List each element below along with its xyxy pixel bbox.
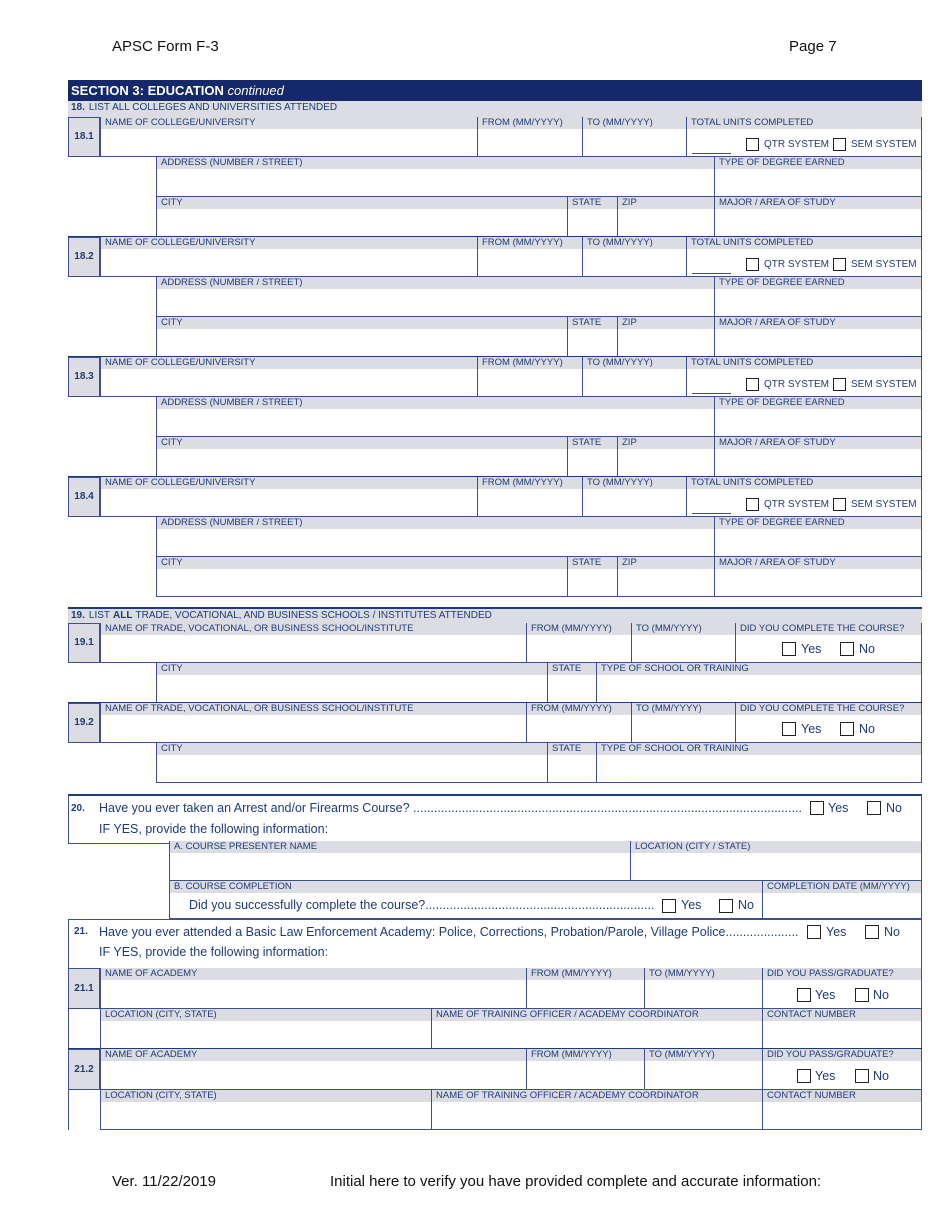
entry-21-1-number-text: 21.1 <box>74 982 94 994</box>
entry-21-1-to-date-label: TO (MM/YYYY) <box>645 968 762 980</box>
entry-18-2-degree-label: TYPE OF DEGREE EARNED <box>715 277 921 289</box>
entry-18-4-number <box>68 477 100 517</box>
entry-19-1-yes-label: Yes <box>801 642 822 656</box>
q20-completion-date-label: COMPLETION DATE (MM/YYYY) <box>763 881 921 893</box>
q20-location-label: LOCATION (CITY / STATE) <box>631 841 921 853</box>
entry-18-4-sem-checkbox[interactable] <box>833 498 846 511</box>
entry-19-2-school-name[interactable] <box>100 703 526 743</box>
entry-18-2-to-date[interactable] <box>582 237 686 277</box>
q21-yes-label: Yes <box>826 925 847 939</box>
entry-18-4-college-name-label: NAME OF COLLEGE/UNIVERSITY <box>101 477 477 489</box>
entry-18-3-state-label: STATE <box>568 437 617 449</box>
entry-18-4-state[interactable] <box>567 557 617 597</box>
entry-18-1-city-label: CITY <box>157 197 567 209</box>
entry-21-2-no-label: No <box>873 1069 889 1083</box>
entry-19-1-city-label: CITY <box>157 663 547 675</box>
entry-18-1-city[interactable] <box>156 197 567 237</box>
entry-19-1-number-text: 19.1 <box>74 637 94 648</box>
q20-divider <box>68 843 169 844</box>
entry-21-2-academy-name-label: NAME OF ACADEMY <box>101 1049 526 1061</box>
entry-21-1-contact-number[interactable] <box>762 1009 922 1049</box>
entry-21-1-no-label: No <box>873 988 889 1002</box>
q20-no-label: No <box>886 801 902 815</box>
entry-19-1-yes-checkbox[interactable] <box>782 642 796 656</box>
q19-number: 19. <box>71 610 85 621</box>
q20-no-checkbox[interactable] <box>867 801 881 815</box>
entry-21-1-location[interactable] <box>100 1009 431 1049</box>
entry-21-2-training-officer-label: NAME OF TRAINING OFFICER / ACADEMY COORDINATOR <box>432 1090 762 1102</box>
section-title: SECTION 3: EDUCATION <box>71 83 224 98</box>
q20-presenter-name[interactable] <box>169 841 630 881</box>
entry-18-1-major-label: MAJOR / AREA OF STUDY <box>715 197 921 209</box>
entry-18-2-from-date[interactable] <box>477 237 582 277</box>
q20-left-border <box>68 795 69 844</box>
entry-19-2-to-date[interactable] <box>631 703 735 743</box>
entry-18-4-to-date-label: TO (MM/YYYY) <box>583 477 686 489</box>
entry-18-1-zip-label: ZIP <box>618 197 714 209</box>
entry-19-2-number-text: 19.2 <box>74 717 94 728</box>
q19-title-post: TRADE, VOCATIONAL, AND BUSINESS SCHOOLS / INSTITUTES ATTENDED <box>135 610 492 621</box>
entry-19-1-completed-label: DID YOU COMPLETE THE COURSE? <box>736 623 921 635</box>
section-title-bar <box>68 80 922 101</box>
q21-number: 21. <box>74 926 88 937</box>
entry-19-2-completed[interactable] <box>735 703 922 743</box>
q20-completion-yes-label: Yes <box>681 898 702 912</box>
entry-18-2-college-name[interactable] <box>100 237 477 277</box>
entry-19-1-school-name[interactable] <box>100 623 526 663</box>
entry-21-2-passed-label: DID YOU PASS/GRADUATE? <box>763 1049 921 1061</box>
entry-19-1-no-label: No <box>859 642 875 656</box>
entry-21-2-contact-number[interactable] <box>762 1090 922 1130</box>
q21-yes-checkbox[interactable] <box>807 925 821 939</box>
q20-completion-yes-checkbox[interactable] <box>662 899 676 913</box>
entry-21-1-academy-name-label: NAME OF ACADEMY <box>101 968 526 980</box>
entry-21-2-yes-checkbox[interactable] <box>797 1069 811 1083</box>
entry-18-2-to-date-label: TO (MM/YYYY) <box>583 237 686 249</box>
entry-18-4-major[interactable] <box>714 557 922 597</box>
q21-question: Have you ever attended a Basic Law Enforcement Academy: Police, Corrections, Probation/Parole, Village Police..................... <box>99 925 799 939</box>
entry-18-4-qtr-label: QTR SYSTEM <box>764 499 830 510</box>
entry-21-1-location-label: LOCATION (CITY, STATE) <box>101 1009 431 1021</box>
q21-right-border <box>921 919 922 969</box>
q20-number: 20. <box>71 803 85 814</box>
entry-18-3-degree[interactable] <box>714 397 922 437</box>
entry-19-1-school-type-label: TYPE OF SCHOOL OR TRAINING <box>597 663 921 675</box>
entry-18-1-degree-label: TYPE OF DEGREE EARNED <box>715 157 921 169</box>
entry-19-1-no-checkbox[interactable] <box>840 642 854 656</box>
entry-21-2-location-label: LOCATION (CITY, STATE) <box>101 1090 431 1102</box>
entry-18-1-sem-label: SEM SYSTEM <box>851 139 917 150</box>
q20-ifyes-text: IF YES, provide the following information: <box>99 822 329 836</box>
entry-18-1-zip[interactable] <box>617 197 714 237</box>
entry-18-3-qtr-checkbox[interactable] <box>746 378 759 391</box>
entry-18-3-from-date[interactable] <box>477 357 582 397</box>
entry-18-3-major-label: MAJOR / AREA OF STUDY <box>715 437 921 449</box>
entry-18-1-from-date[interactable] <box>477 117 582 157</box>
q19-title-bold: ALL <box>113 610 133 621</box>
q20-completion-no-checkbox[interactable] <box>719 899 733 913</box>
entry-18-2-state[interactable] <box>567 317 617 357</box>
entry-18-2-sem-label: SEM SYSTEM <box>851 259 917 270</box>
entry-18-2-from-date-label: FROM (MM/YYYY) <box>478 237 582 249</box>
q20-presenter-name-label: A. COURSE PRESENTER NAME <box>170 841 630 853</box>
entry-21-2-contact-number-label: CONTACT NUMBER <box>763 1090 921 1102</box>
entry-18-3-college-name[interactable] <box>100 357 477 397</box>
entry-21-1-from-date[interactable] <box>526 968 644 1009</box>
entry-21-2-to-date-label: TO (MM/YYYY) <box>645 1049 762 1061</box>
q20-completion-no-label: No <box>738 898 754 912</box>
entry-21-2-yes-label: Yes <box>815 1069 836 1083</box>
entry-19-1-city[interactable] <box>156 663 547 703</box>
entry-18-1-state[interactable] <box>567 197 617 237</box>
entry-18-2-degree[interactable] <box>714 277 922 317</box>
entry-18-4-college-name[interactable] <box>100 477 477 517</box>
form-name: APSC Form F-3 <box>112 38 219 55</box>
entry-21-1-training-officer[interactable] <box>431 1009 762 1049</box>
entry-18-2-city[interactable] <box>156 317 567 357</box>
entry-19-1-school-type[interactable] <box>596 663 922 703</box>
entry-19-1-from-date-label: FROM (MM/YYYY) <box>527 623 631 635</box>
entry-21-1-passed[interactable] <box>762 968 922 1009</box>
entry-21-1-to-date[interactable] <box>644 968 762 1009</box>
entry-18-4-major-label: MAJOR / AREA OF STUDY <box>715 557 921 569</box>
q20-completion-date[interactable] <box>762 881 922 919</box>
entry-18-2-major[interactable] <box>714 317 922 357</box>
version-text: Ver. 11/22/2019 <box>112 1173 216 1190</box>
entry-18-2-number <box>68 237 100 277</box>
entry-19-2-yes-checkbox[interactable] <box>782 722 796 736</box>
entry-19-2-from-date-label: FROM (MM/YYYY) <box>527 703 631 715</box>
entry-19-2-yes-label: Yes <box>801 722 822 736</box>
entry-18-3-sem-label: SEM SYSTEM <box>851 379 917 390</box>
page-number: Page 7 <box>789 38 837 55</box>
entry-18-4-address[interactable] <box>156 517 714 557</box>
entry-19-1-to-date[interactable] <box>631 623 735 663</box>
entry-21-2-number-text: 21.2 <box>74 1063 94 1075</box>
q19-header <box>68 609 922 623</box>
entry-19-1-completed[interactable] <box>735 623 922 663</box>
entry-19-2-city[interactable] <box>156 743 547 783</box>
section-subtitle: continued <box>227 83 284 98</box>
entry-18-1-college-name[interactable] <box>100 117 477 157</box>
entry-19-2-no-label: No <box>859 722 875 736</box>
q19-title-pre: LIST <box>88 610 111 621</box>
entry-21-2-from-date-label: FROM (MM/YYYY) <box>527 1049 644 1061</box>
entry-18-2-qtr-label: QTR SYSTEM <box>764 259 830 270</box>
entry-18-4-city[interactable] <box>156 557 567 597</box>
entry-18-3-total-units-label: TOTAL UNITS COMPLETED <box>687 357 921 369</box>
q20-yes-label: Yes <box>828 801 849 815</box>
entry-18-2-total-units[interactable] <box>686 237 922 277</box>
entry-19-2-city-label: CITY <box>157 743 547 755</box>
q21-left-border <box>68 919 69 1130</box>
entry-21-2-passed[interactable] <box>762 1049 922 1090</box>
entry-18-2-address-label: ADDRESS (NUMBER / STREET) <box>157 277 714 289</box>
entry-19-1-number <box>68 623 100 663</box>
entry-18-2-total-units-label: TOTAL UNITS COMPLETED <box>687 237 921 249</box>
entry-19-2-state[interactable] <box>547 743 596 783</box>
entry-19-2-school-type[interactable] <box>596 743 922 783</box>
entry-19-2-number <box>68 703 100 743</box>
entry-18-4-total-units[interactable] <box>686 477 922 517</box>
entry-18-1-number-text: 18.1 <box>74 131 94 142</box>
entry-21-2-number <box>68 1049 100 1090</box>
q18-number: 18. <box>71 102 85 113</box>
q20-course-completion-label: B. COURSE COMPLETION <box>170 881 762 893</box>
entry-18-3-address-label: ADDRESS (NUMBER / STREET) <box>157 397 714 409</box>
entry-18-2-qtr-checkbox[interactable] <box>746 258 759 271</box>
entry-21-1-academy-name[interactable] <box>100 968 526 1009</box>
entry-18-1-address[interactable] <box>156 157 714 197</box>
entry-21-2-location[interactable] <box>100 1090 431 1130</box>
entry-18-2-state-label: STATE <box>568 317 617 329</box>
divider <box>68 794 922 796</box>
entry-19-2-to-date-label: TO (MM/YYYY) <box>632 703 735 715</box>
entry-18-1-qtr-label: QTR SYSTEM <box>764 139 830 150</box>
entry-19-2-completed-label: DID YOU COMPLETE THE COURSE? <box>736 703 921 715</box>
entry-19-1-from-date[interactable] <box>526 623 631 663</box>
entry-18-1-total-units[interactable] <box>686 117 922 157</box>
entry-18-1-sem-checkbox[interactable] <box>833 138 846 151</box>
entry-18-3-degree-label: TYPE OF DEGREE EARNED <box>715 397 921 409</box>
entry-18-3-units-input-line[interactable] <box>692 393 731 394</box>
entry-18-2-number-text: 18.2 <box>74 251 94 262</box>
entry-18-4-from-date-label: FROM (MM/YYYY) <box>478 477 582 489</box>
entry-18-4-qtr-checkbox[interactable] <box>746 498 759 511</box>
entry-21-1-yes-label: Yes <box>815 988 836 1002</box>
q21-no-checkbox[interactable] <box>865 925 879 939</box>
entry-19-1-state[interactable] <box>547 663 596 703</box>
q20-completion-question: Did you successfully complete the course?.................................................................. <box>189 898 655 912</box>
entry-21-1-from-date-label: FROM (MM/YYYY) <box>527 968 644 980</box>
entry-18-1-degree[interactable] <box>714 157 922 197</box>
entry-18-4-sem-label: SEM SYSTEM <box>851 499 917 510</box>
entry-18-1-state-label: STATE <box>568 197 617 209</box>
entry-21-1-yes-checkbox[interactable] <box>797 988 811 1002</box>
q21-top-border <box>68 919 922 920</box>
entry-18-3-number-text: 18.3 <box>74 371 94 382</box>
q18-title: LIST ALL COLLEGES AND UNIVERSITIES ATTENDED <box>88 102 338 113</box>
entry-21-2-academy-name[interactable] <box>100 1049 526 1090</box>
entry-18-3-city-label: CITY <box>157 437 567 449</box>
entry-18-3-number <box>68 357 100 397</box>
entry-21-1-number <box>68 968 100 1009</box>
entry-21-2-no-checkbox[interactable] <box>855 1069 869 1083</box>
q18-header <box>68 101 922 117</box>
entry-18-1-total-units-label: TOTAL UNITS COMPLETED <box>687 117 921 129</box>
entry-19-1-school-name-label: NAME OF TRADE, VOCATIONAL, OR BUSINESS SCHOOL/INSTITUTE <box>101 623 526 635</box>
entry-18-4-total-units-label: TOTAL UNITS COMPLETED <box>687 477 921 489</box>
entry-18-2-address[interactable] <box>156 277 714 317</box>
entry-18-3-to-date-label: TO (MM/YYYY) <box>583 357 686 369</box>
q20-location[interactable] <box>630 841 922 881</box>
q21-ifyes-text: IF YES, provide the following information: <box>99 945 329 959</box>
entry-18-2-college-name-label: NAME OF COLLEGE/UNIVERSITY <box>101 237 477 249</box>
entry-19-2-school-name-label: NAME OF TRADE, VOCATIONAL, OR BUSINESS SCHOOL/INSTITUTE <box>101 703 526 715</box>
entry-19-2-state-label: STATE <box>548 743 596 755</box>
entry-18-4-address-label: ADDRESS (NUMBER / STREET) <box>157 517 714 529</box>
entry-18-3-state[interactable] <box>567 437 617 477</box>
entry-18-4-degree-label: TYPE OF DEGREE EARNED <box>715 517 921 529</box>
entry-18-3-from-date-label: FROM (MM/YYYY) <box>478 357 582 369</box>
entry-18-3-sem-checkbox[interactable] <box>833 378 846 391</box>
entry-21-2-to-date[interactable] <box>644 1049 762 1090</box>
entry-18-2-major-label: MAJOR / AREA OF STUDY <box>715 317 921 329</box>
entry-18-3-zip[interactable] <box>617 437 714 477</box>
entry-18-3-address[interactable] <box>156 397 714 437</box>
entry-19-1-to-date-label: TO (MM/YYYY) <box>632 623 735 635</box>
entry-18-2-sem-checkbox[interactable] <box>833 258 846 271</box>
entry-18-1-to-date-label: TO (MM/YYYY) <box>583 117 686 129</box>
entry-18-3-qtr-label: QTR SYSTEM <box>764 379 830 390</box>
entry-18-4-city-label: CITY <box>157 557 567 569</box>
entry-18-1-number <box>68 117 100 157</box>
entry-18-1-address-label: ADDRESS (NUMBER / STREET) <box>157 157 714 169</box>
entry-19-2-no-checkbox[interactable] <box>840 722 854 736</box>
entry-19-2-from-date[interactable] <box>526 703 631 743</box>
entry-18-4-state-label: STATE <box>568 557 617 569</box>
entry-18-1-major[interactable] <box>714 197 922 237</box>
entry-21-1-training-officer-label: NAME OF TRAINING OFFICER / ACADEMY COORDINATOR <box>432 1009 762 1021</box>
entry-18-1-college-name-label: NAME OF COLLEGE/UNIVERSITY <box>101 117 477 129</box>
entry-18-4-to-date[interactable] <box>582 477 686 517</box>
entry-18-4-number-text: 18.4 <box>74 491 94 502</box>
entry-18-4-units-input-line[interactable] <box>692 513 731 514</box>
entry-18-1-qtr-checkbox[interactable] <box>746 138 759 151</box>
entry-19-1-state-label: STATE <box>548 663 596 675</box>
entry-21-1-passed-label: DID YOU PASS/GRADUATE? <box>763 968 921 980</box>
entry-18-3-to-date[interactable] <box>582 357 686 397</box>
entry-21-2-training-officer[interactable] <box>431 1090 762 1130</box>
entry-18-4-degree[interactable] <box>714 517 922 557</box>
entry-21-1-contact-number-label: CONTACT NUMBER <box>763 1009 921 1021</box>
entry-18-3-college-name-label: NAME OF COLLEGE/UNIVERSITY <box>101 357 477 369</box>
q20-question: Have you ever taken an Arrest and/or Firearms Course? ................................................................................................................ <box>99 801 802 815</box>
entry-18-1-from-date-label: FROM (MM/YYYY) <box>478 117 582 129</box>
entry-18-4-zip[interactable] <box>617 557 714 597</box>
q20-yes-checkbox[interactable] <box>810 801 824 815</box>
entry-18-2-units-input-line[interactable] <box>692 273 731 274</box>
entry-18-3-zip-label: ZIP <box>618 437 714 449</box>
entry-19-2-school-type-label: TYPE OF SCHOOL OR TRAINING <box>597 743 921 755</box>
entry-18-1-units-input-line[interactable] <box>692 153 731 154</box>
entry-18-1-to-date[interactable] <box>582 117 686 157</box>
entry-18-3-major[interactable] <box>714 437 922 477</box>
entry-18-3-total-units[interactable] <box>686 357 922 397</box>
entry-18-2-city-label: CITY <box>157 317 567 329</box>
entry-21-2-from-date[interactable] <box>526 1049 644 1090</box>
q21-no-label: No <box>884 925 900 939</box>
entry-18-4-from-date[interactable] <box>477 477 582 517</box>
entry-21-1-no-checkbox[interactable] <box>855 988 869 1002</box>
initial-instruction: Initial here to verify you have provided complete and accurate information: <box>330 1173 822 1190</box>
entry-18-2-zip-label: ZIP <box>618 317 714 329</box>
entry-18-3-city[interactable] <box>156 437 567 477</box>
entry-18-2-zip[interactable] <box>617 317 714 357</box>
entry-18-4-zip-label: ZIP <box>618 557 714 569</box>
